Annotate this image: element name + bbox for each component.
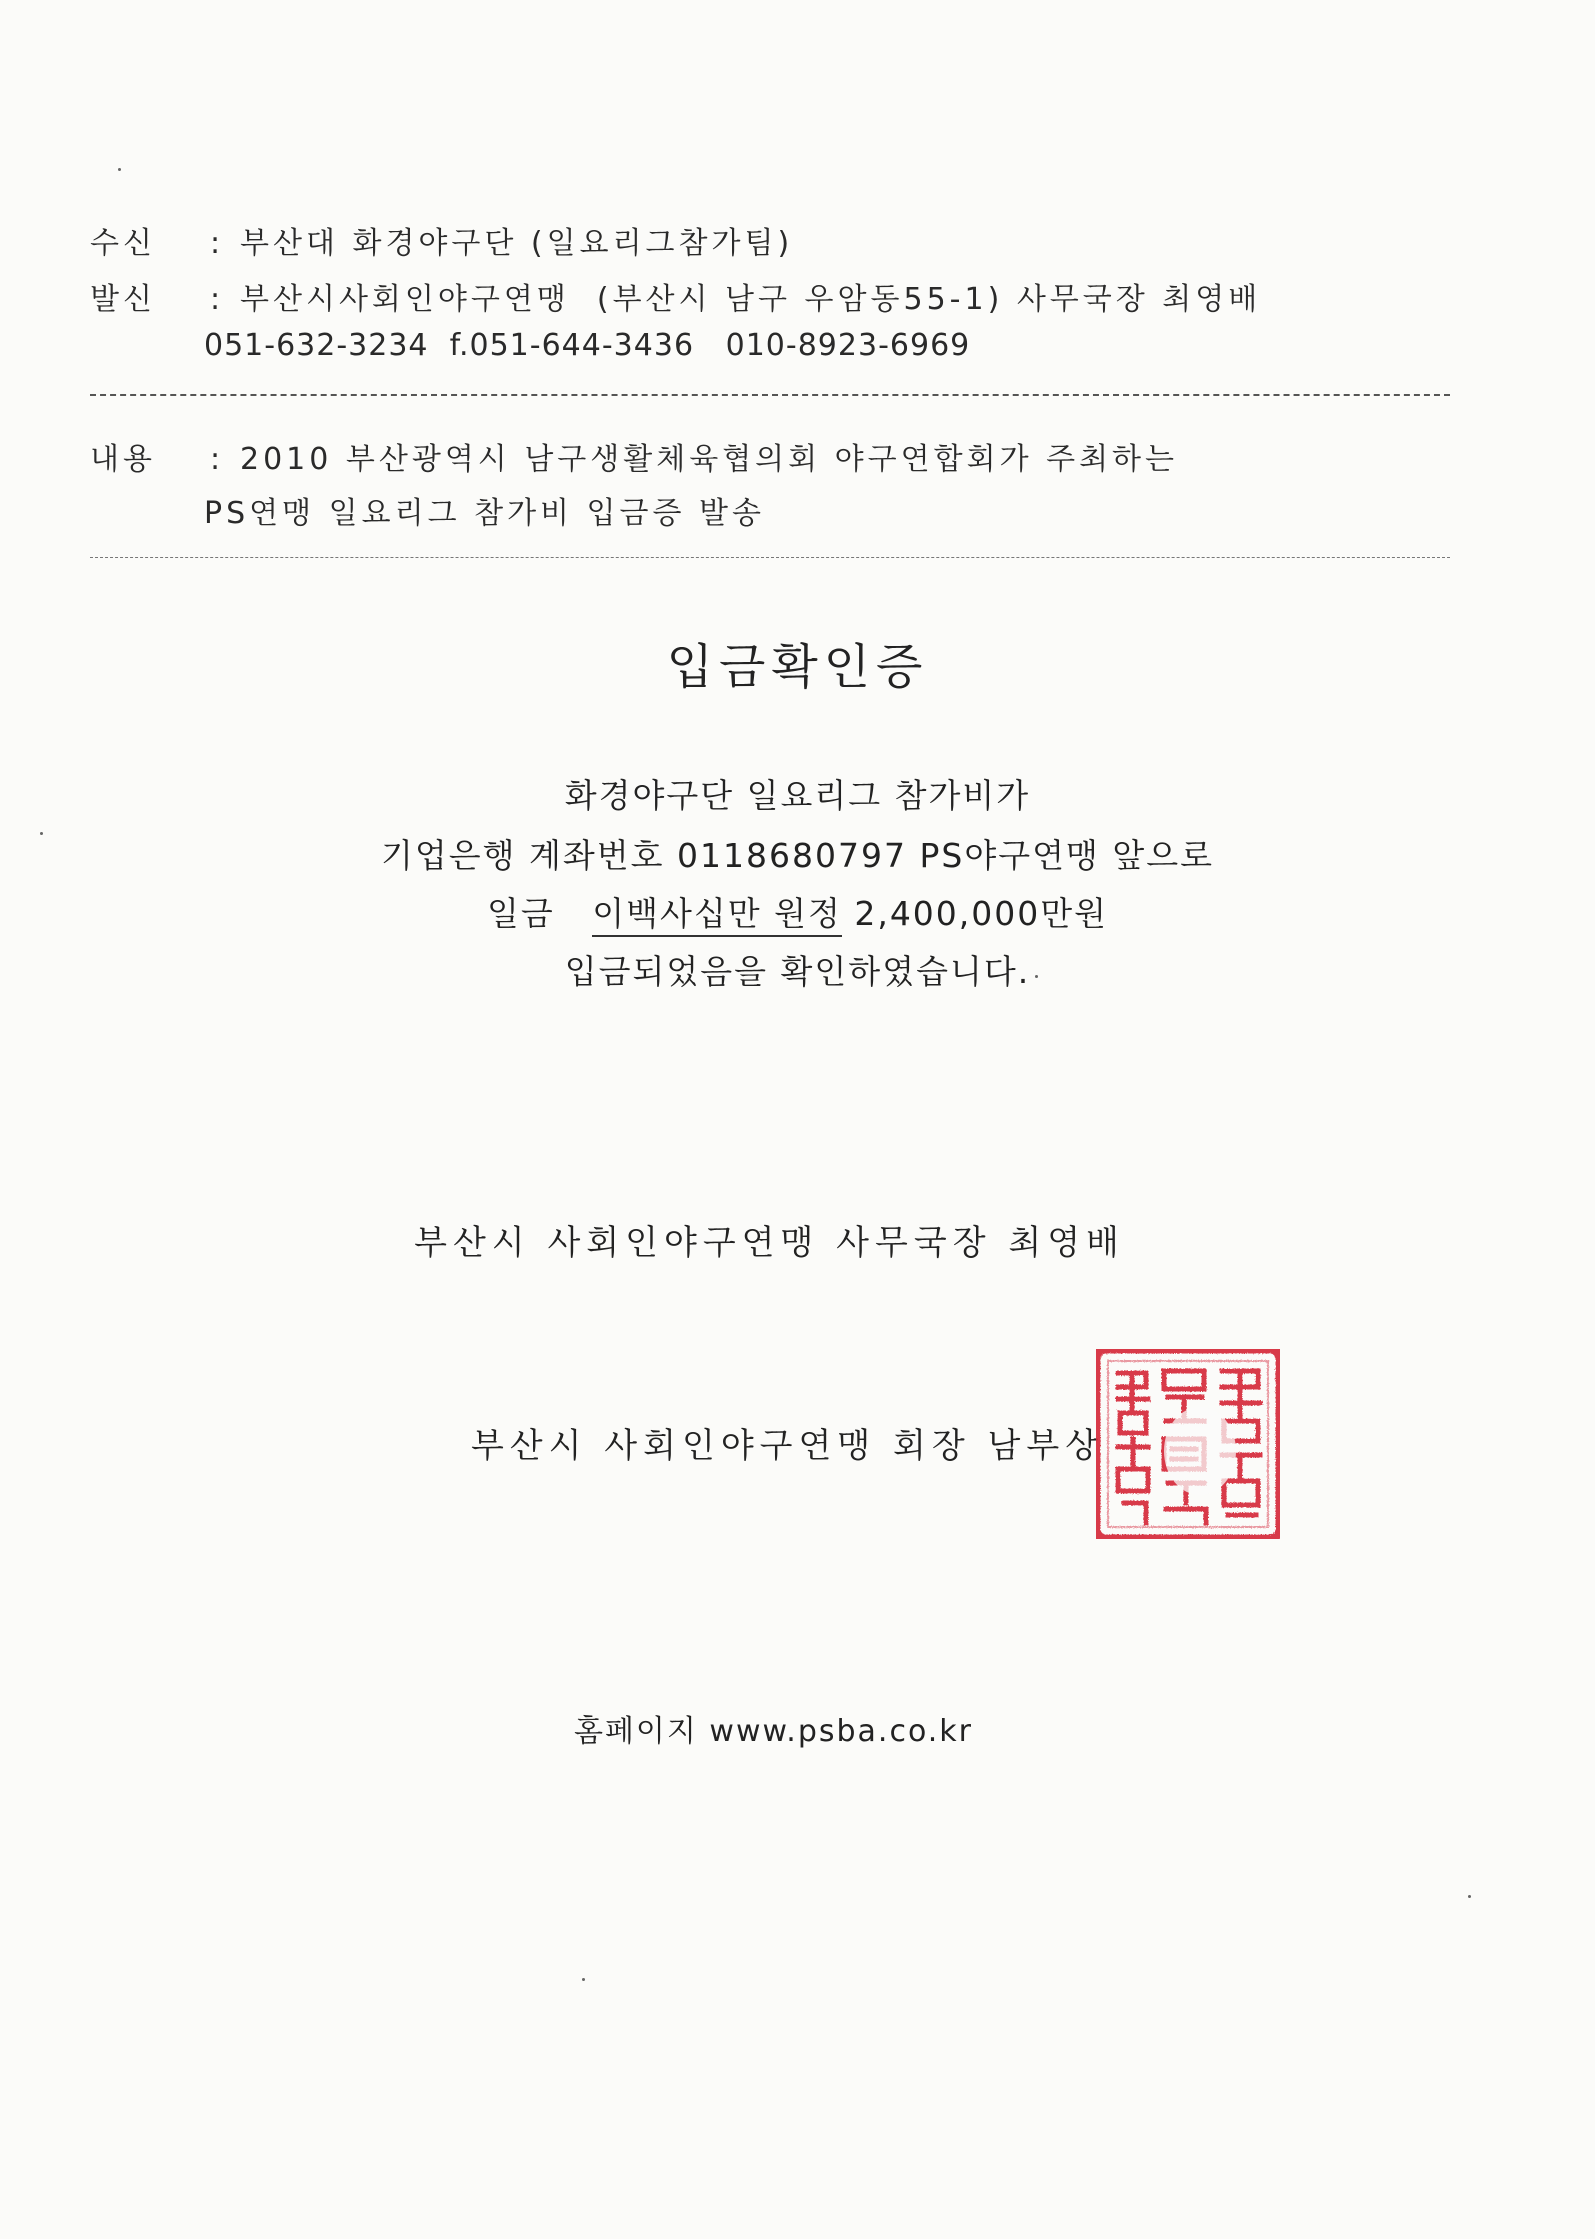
subject-line bbox=[90, 434, 1178, 478]
secretary-signature: 부산시 사회인야구연맹 사무국장 최영배 bbox=[414, 1223, 1125, 1263]
amount-in-words: 이백사십만 원정 bbox=[592, 894, 842, 937]
president-signature: 부산시 사회인야구연맹 회장 남부상 bbox=[470, 1426, 1105, 1466]
scan-speck bbox=[1468, 1895, 1471, 1898]
body-line-4: 입금되었음을 확인하였습니다. bbox=[564, 952, 1031, 991]
recipient-value: 부산대 화경야구단 (일요리그참가팀) bbox=[240, 226, 794, 261]
subject-colon: : bbox=[210, 442, 225, 477]
recipient-line bbox=[90, 218, 793, 262]
sender-line bbox=[90, 274, 1261, 318]
sender-value: 부산시사회인야구연맹 (부산시 남구 우암동55-1) 사무국장 최영배 bbox=[240, 282, 1262, 317]
sender-colon: : bbox=[210, 282, 225, 317]
amount-in-numbers: 2,400,000만원 bbox=[854, 894, 1109, 933]
amount-prefix: 일금 bbox=[486, 894, 555, 933]
header-divider-top bbox=[90, 394, 1450, 396]
sender-contacts-text: 051-632-3234 f.051-644-3436 010-8923-6969 bbox=[204, 328, 971, 363]
scan-speck bbox=[582, 1978, 585, 1981]
document-title: 입금확인증 bbox=[666, 639, 929, 695]
recipient-colon: : bbox=[210, 226, 225, 261]
subject-line-2 bbox=[204, 488, 765, 532]
scan-speck bbox=[1035, 975, 1038, 978]
scan-speck bbox=[40, 832, 43, 835]
recipient-label: 수신 bbox=[90, 226, 156, 261]
sender-contacts bbox=[204, 328, 970, 363]
subject-line2: PS연맹 일요리그 참가비 입금증 발송 bbox=[204, 496, 765, 531]
scan-speck bbox=[118, 168, 121, 171]
subject-label: 내용 bbox=[90, 442, 156, 477]
header-divider-bottom bbox=[90, 557, 1450, 558]
body-line-1: 화경야구단 일요리그 참가비가 bbox=[564, 776, 1031, 815]
body-line-3 bbox=[0, 888, 1595, 935]
sender-label: 발신 bbox=[90, 282, 156, 317]
homepage-footer: 홈페이지 www.psba.co.kr bbox=[573, 1714, 974, 1749]
body-line-2: 기업은행 계좌번호 0118680797 PS야구연맹 앞으로 bbox=[381, 836, 1214, 875]
subject-line1: 2010 부산광역시 남구생활체육협의회 야구연합회가 주최하는 bbox=[240, 442, 1179, 477]
official-seal-stamp bbox=[1088, 1343, 1288, 1547]
